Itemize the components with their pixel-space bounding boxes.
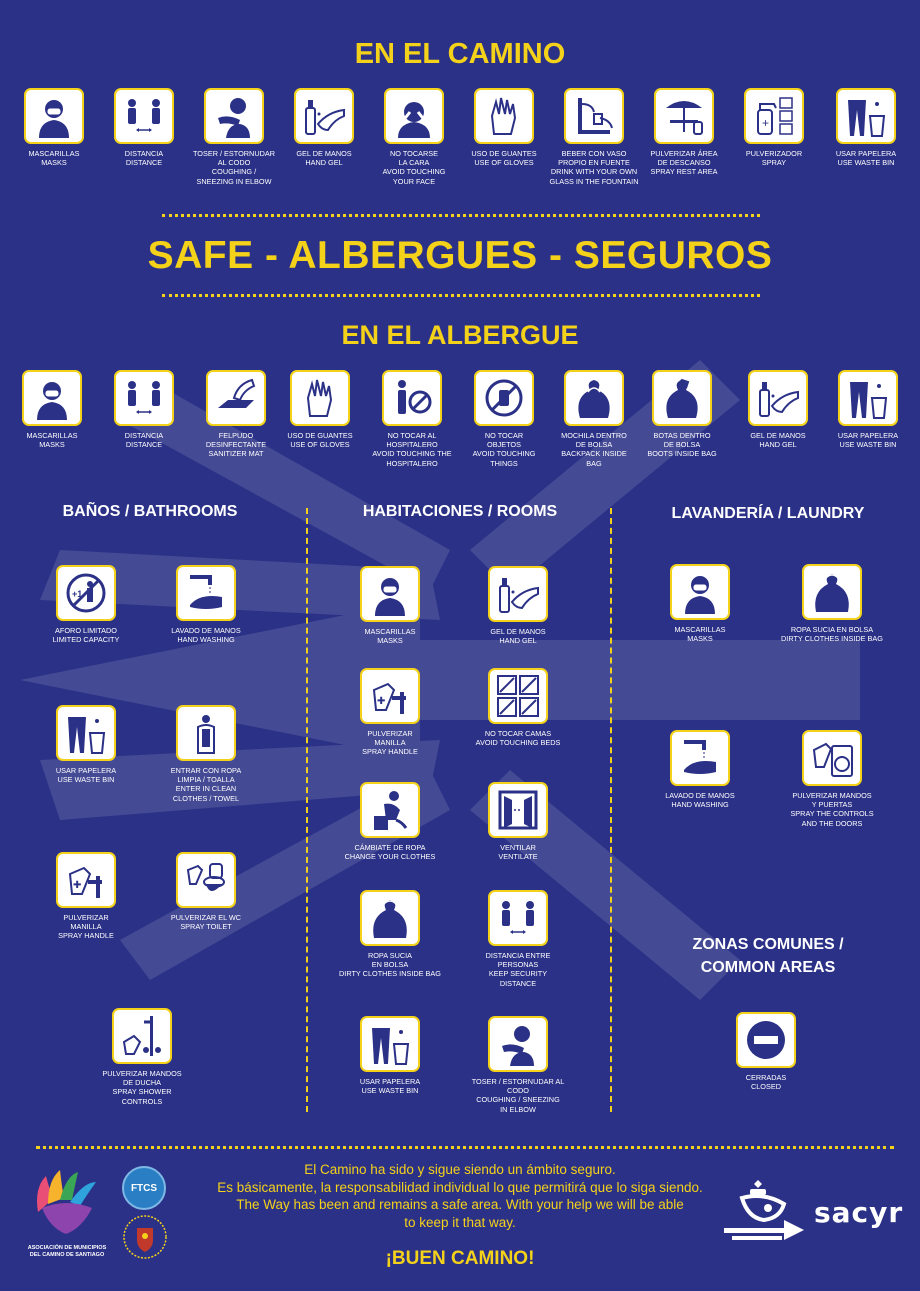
bathrooms-label: PULVERIZAR MANILLA SPRAY HANDLE — [58, 913, 114, 941]
dirty-clothes-bag-icon — [802, 564, 862, 620]
closed-icon — [736, 1012, 796, 1068]
rooms-label: TOSER / ESTORNUDAR AL CODO COUGHING / SNEEZING IN ELBOW — [471, 1077, 565, 1114]
rooms-hand-gel-item — [464, 566, 572, 645]
camino-label: PULVERIZAR ÁREA DE DESCANSO SPRAY REST AREA — [650, 149, 718, 177]
albergue-label: MASCARILLAS MASKS — [26, 431, 78, 450]
rooms-label: USAR PAPELERA USE WASTE BIN — [359, 1077, 421, 1096]
albergue-label: GEL DE MANOS HAND GEL — [750, 431, 806, 450]
sanitizer-mat-icon — [206, 370, 266, 426]
camino-gloves-item — [454, 88, 554, 167]
laundry-hand-washing-item — [646, 730, 754, 809]
mask-icon — [670, 564, 730, 620]
mask-icon — [360, 566, 420, 622]
camino-waste-bin-item — [816, 88, 916, 167]
laundry-dirty-clothes-bag-item — [778, 564, 886, 643]
spray-toilet-icon — [176, 852, 236, 908]
laundry-spray-controls-doors-item — [778, 730, 886, 828]
rooms-change-clothes-item — [336, 782, 444, 861]
rooms-label: PULVERIZAR MANILLA SPRAY HANDLE — [362, 729, 418, 757]
camino-hand-gel-item — [274, 88, 374, 167]
rooms-no-touch-beds-item — [464, 668, 572, 747]
bathrooms-spray-shower-item — [90, 1008, 194, 1106]
change-clothes-icon — [360, 782, 420, 838]
camino-label: USO DE GUANTES USE OF GLOVES — [471, 149, 537, 168]
camino-label: BEBER CON VASO PROPIO EN FUENTE DRINK WITH YOUR OWN GLASS IN THE FOUNTAIN — [549, 149, 639, 186]
distance-icon — [488, 890, 548, 946]
asociacion-municipios-logo — [32, 1168, 102, 1240]
albergue-label: BOTAS DENTRO DE BOLSA BOOTS INSIDE BAG — [647, 431, 717, 459]
laundry-mask-item — [646, 564, 754, 643]
albergue-label: NO TOCAR OBJETOS AVOID TOUCHING THINGS — [472, 431, 536, 468]
spray-icon — [744, 88, 804, 144]
rooms-title: HABITACIONES / ROOMS — [362, 503, 558, 520]
distance-icon — [114, 370, 174, 426]
bathrooms-label: PULVERIZAR EL WC SPRAY TOILET — [170, 913, 242, 932]
main-title: SAFE - ALBERGUES - SEGUROS — [147, 234, 773, 277]
dirty-clothes-bag-icon — [360, 890, 420, 946]
mask-icon — [24, 88, 84, 144]
laundry-label: LAVADO DE MANOS HAND WASHING — [665, 791, 735, 810]
boots-bag-icon — [652, 370, 712, 426]
waste-bin-icon — [360, 1016, 420, 1072]
gloves-icon — [290, 370, 350, 426]
bathrooms-clean-clothes-towel-item — [154, 705, 258, 803]
bathrooms-label: ENTRAR CON ROPA LIMPIA / TOALLA ENTER IN CLEAN CLOTHES / TOWEL — [170, 766, 242, 803]
albergue-gloves-item — [270, 370, 370, 449]
rooms-mask-item — [336, 566, 444, 645]
bathrooms-waste-bin-item — [34, 705, 138, 784]
spray-handle-icon — [360, 668, 420, 724]
bathrooms-title: BAÑOS / BATHROOMS — [62, 503, 238, 520]
camino-label: DISTANCIA DISTANCE — [124, 149, 164, 168]
albergue-label: MOCHILA DENTRO DE BOLSA BACKPACK INSIDE BAG — [561, 431, 627, 468]
rooms-label: CÁMBIATE DE ROPA CHANGE YOUR CLOTHES — [344, 843, 436, 862]
spray-controls-doors-icon — [802, 730, 862, 786]
camino-label: MASCARILLAS MASKS — [28, 149, 80, 168]
no-touch-things-icon — [474, 370, 534, 426]
distance-icon — [114, 88, 174, 144]
rooms-distance-item — [464, 890, 572, 988]
laundry-title: LAVANDERÍA / LAUNDRY — [671, 505, 865, 522]
limited-capacity-icon — [56, 565, 116, 621]
albergue-waste-bin-item — [818, 370, 918, 449]
common-label: CERRADAS CLOSED — [745, 1073, 787, 1092]
camino-elbow-sneeze-item — [184, 88, 284, 186]
albergue-backpack-bag-item — [544, 370, 644, 468]
camino-spray-item — [724, 88, 824, 167]
camino-label: GEL DE MANOS HAND GEL — [296, 149, 352, 168]
camino-fountain-glass-item — [544, 88, 644, 186]
common-closed-item — [716, 1012, 816, 1091]
svg-text:+1: +1 — [72, 589, 83, 599]
albergue-title: EN EL ALBERGUE — [341, 320, 579, 350]
section-divider-left — [306, 508, 308, 1112]
asociacion-municipios-text: ASOCIACIÓN DE MUNICIPIOS DEL CAMINO DE SANTIAGO — [27, 1245, 107, 1258]
rooms-ventilate-item — [464, 782, 572, 861]
fountain-glass-icon — [564, 88, 624, 144]
divider-main — [162, 294, 760, 297]
waste-bin-icon — [56, 705, 116, 761]
no-touch-beds-icon — [488, 668, 548, 724]
rooms-dirty-clothes-bag-item — [336, 890, 444, 979]
albergue-label: DISTANCIA DISTANCE — [124, 431, 164, 450]
spray-handle-icon — [56, 852, 116, 908]
laundry-label: MASCARILLAS MASKS — [674, 625, 726, 644]
ftcs-logo — [122, 1166, 166, 1210]
camino-no-touch-face-item — [364, 88, 464, 186]
ftcs-logo-text: FTCS — [130, 1182, 158, 1194]
section-divider-right — [610, 508, 612, 1112]
rooms-label: VENTILAR VENTILATE — [498, 843, 538, 862]
camino-label: NO TOCARSE LA CARA AVOID TOUCHING YOUR FACE — [382, 149, 446, 186]
bathrooms-label: PULVERIZAR MANDOS DE DUCHA SPRAY SHOWER CONTROLS — [102, 1069, 182, 1106]
no-touch-face-icon — [384, 88, 444, 144]
rooms-label: DISTANCIA ENTRE PERSONAS KEEP SECURITY DISTANCE — [485, 951, 551, 988]
gloves-icon — [474, 88, 534, 144]
correos-logo-icon — [722, 1180, 806, 1252]
rooms-label: GEL DE MANOS HAND GEL — [490, 627, 546, 646]
rooms-label: ROPA SUCIA EN BOLSA DIRTY CLOTHES INSIDE BAG — [339, 951, 441, 979]
rooms-spray-handle-item — [336, 668, 444, 757]
laundry-label: PULVERIZAR MANDOS Y PUERTAS SPRAY THE CONTROLS AND THE DOORS — [790, 791, 874, 828]
bathrooms-spray-toilet-item — [154, 852, 258, 931]
ventilate-icon — [488, 782, 548, 838]
rooms-label: NO TOCAR CAMAS AVOID TOUCHING BEDS — [475, 729, 561, 748]
camino-mask-item — [4, 88, 104, 167]
camino-title: EN EL CAMINO — [354, 38, 566, 70]
bathrooms-spray-handle-item — [34, 852, 138, 941]
camino-label: TOSER / ESTORNUDAR AL CODO COUGHING / SNEEZING IN ELBOW — [192, 149, 276, 186]
camino-label: USAR PAPELERA USE WASTE BIN — [835, 149, 897, 168]
hand-washing-icon — [176, 565, 236, 621]
common-areas-title: ZONAS COMUNES / COMMON AREAS — [692, 936, 844, 976]
elbow-sneeze-icon — [488, 1016, 548, 1072]
camino-distance-item — [94, 88, 194, 167]
albergue-boots-bag-item — [632, 370, 732, 459]
sacyr-logo: sacyr — [814, 1196, 904, 1229]
hand-washing-icon — [670, 730, 730, 786]
albergue-label: USO DE GUANTES USE OF GLOVES — [287, 431, 353, 450]
divider-top — [162, 214, 760, 217]
albergue-label: FELPUDO DESINFECTANTE SANITIZER MAT — [205, 431, 267, 459]
svg-text:+: + — [762, 116, 770, 130]
albergue-label: NO TOCAR AL HOSPITALERO AVOID TOUCHING THE HOSPITALERO — [372, 431, 452, 468]
coat-of-arms-seal-icon — [122, 1214, 168, 1260]
rooms-waste-bin-item — [336, 1016, 444, 1095]
svg-text:✚: ✚ — [73, 880, 82, 891]
hand-gel-icon — [294, 88, 354, 144]
albergue-no-touch-things-item — [454, 370, 554, 468]
no-touch-hospitalero-icon — [382, 370, 442, 426]
albergue-mask-item — [2, 370, 102, 449]
rooms-elbow-sneeze-item — [464, 1016, 572, 1114]
waste-bin-icon — [836, 88, 896, 144]
clean-clothes-towel-icon — [176, 705, 236, 761]
bathrooms-label: AFORO LIMITADO LIMITED CAPACITY — [52, 626, 120, 645]
albergue-distance-item — [94, 370, 194, 449]
spray-shower-icon — [112, 1008, 172, 1064]
rooms-label: MASCARILLAS MASKS — [364, 627, 416, 646]
camino-spray-rest-area-item — [634, 88, 734, 177]
bathrooms-label: USAR PAPELERA USE WASTE BIN — [55, 766, 117, 785]
laundry-label: ROPA SUCIA EN BOLSA DIRTY CLOTHES INSIDE BAG — [781, 625, 883, 644]
albergue-no-touch-hospitalero-item — [362, 370, 462, 468]
divider-footer — [36, 1146, 894, 1149]
albergue-hand-gel-item — [728, 370, 828, 449]
bathrooms-hand-washing-item — [154, 565, 258, 644]
spray-rest-area-icon — [654, 88, 714, 144]
footer-message: El Camino ha sido y sigue siendo un ámbito seguro. Es básicamente, la responsabilidad individual lo que permitirá que lo siga siendo. The Way has been and remains a safe area. With your help we will be able to keep it that way. — [217, 1162, 703, 1230]
bathrooms-label: LAVADO DE MANOS HAND WASHING — [171, 626, 241, 645]
backpack-bag-icon — [564, 370, 624, 426]
hand-gel-icon — [488, 566, 548, 622]
elbow-sneeze-icon — [204, 88, 264, 144]
mask-icon — [22, 370, 82, 426]
camino-label: PULVERIZADOR SPRAY — [745, 149, 803, 168]
buen-camino-text: ¡BUEN CAMINO! — [385, 1248, 535, 1269]
bathrooms-limited-capacity-item — [34, 565, 138, 644]
albergue-label: USAR PAPELERA USE WASTE BIN — [837, 431, 899, 450]
svg-text:✚: ✚ — [377, 696, 386, 707]
waste-bin-icon — [838, 370, 898, 426]
hand-gel-icon — [748, 370, 808, 426]
